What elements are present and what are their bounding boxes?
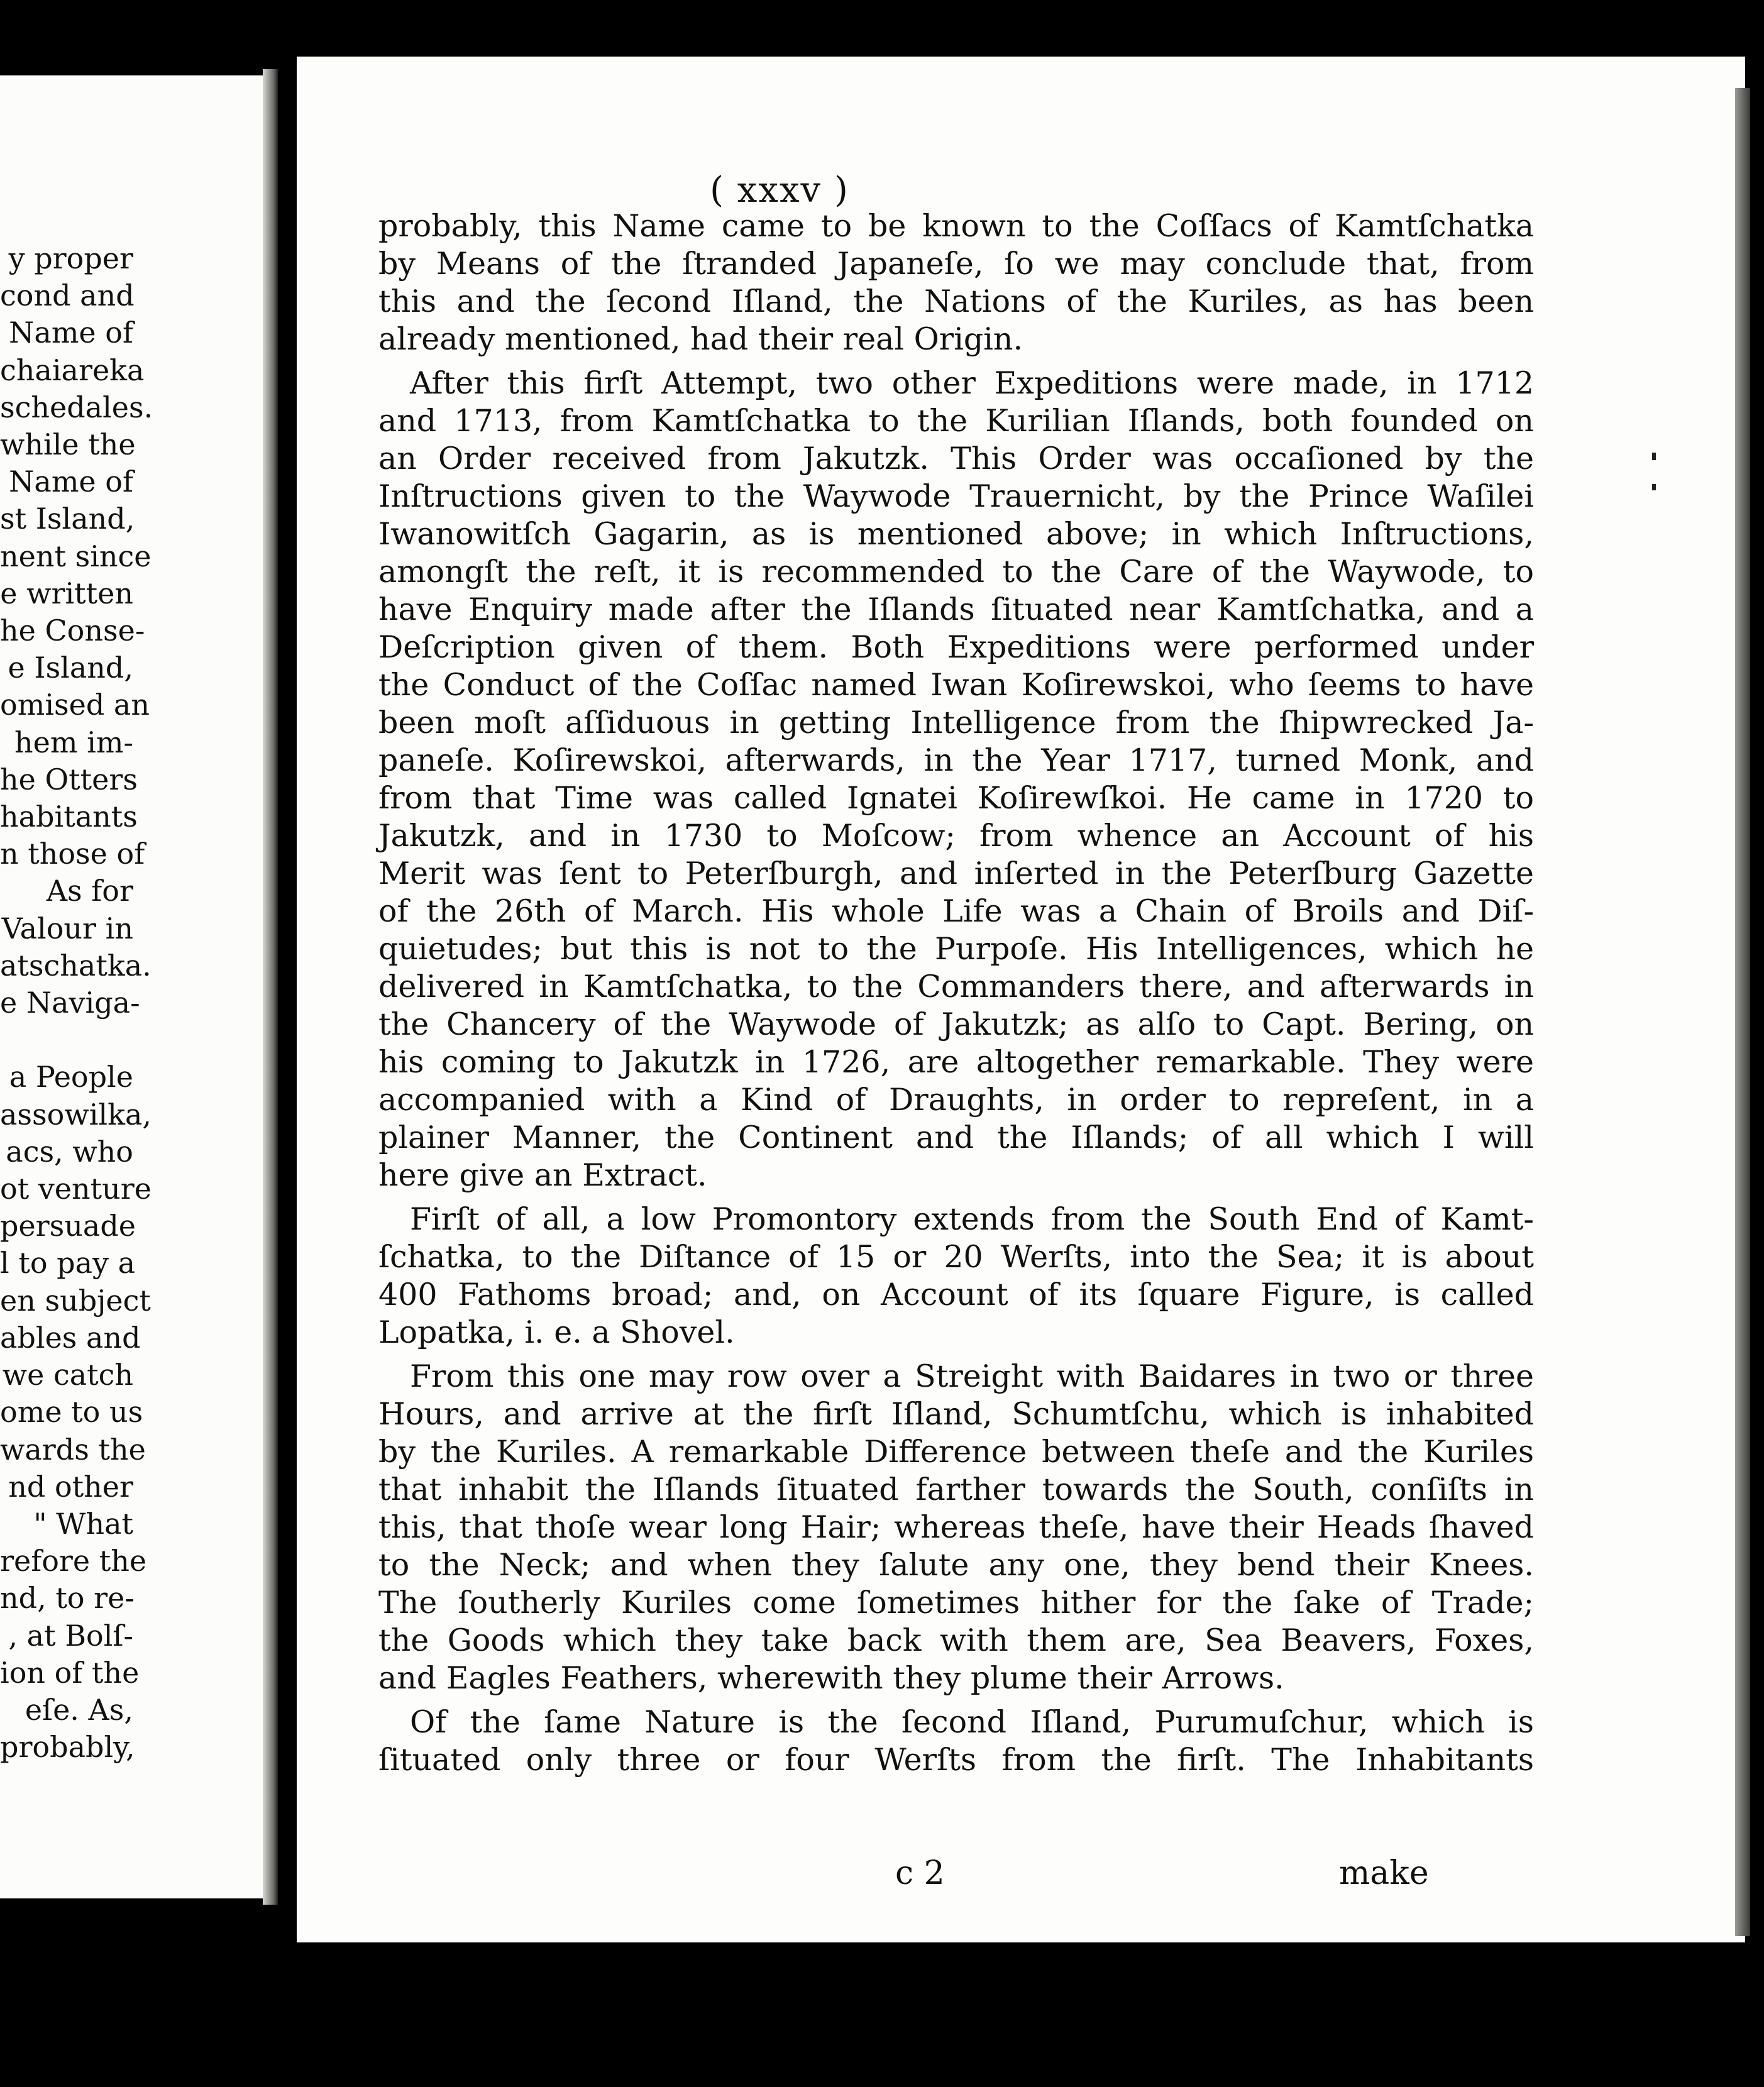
text-line: Jakutzk, and in 1730 to Moſcow; from whence an Account of his — [378, 818, 1534, 854]
left-fragment-line: hem im- — [14, 725, 133, 759]
left-fragment-line: l to pay a — [0, 1246, 136, 1280]
text-line: that inhabit the Iſlands ſituated farther towards the South, conſiſts in — [378, 1472, 1534, 1507]
text-line: his coming to Jakutzk in 1726, are altogether remarkable. They were — [378, 1044, 1534, 1080]
left-fragment-line: nd other — [8, 1469, 133, 1504]
left-fragment-line: e written — [0, 576, 133, 610]
text-line: amongſt the reſt, it is recommended to the Care of the Waywode, to — [378, 554, 1534, 590]
paragraph — [378, 207, 1534, 358]
text-line: and 1713, from Kamtſchatka to the Kurilian Iſlands, both founded on — [378, 403, 1534, 439]
text-line: ſituated only three or four Werſts from the firſt. The Inhabitants — [378, 1742, 1534, 1778]
left-fragment-line: wards the — [0, 1432, 146, 1467]
text-line: of the 26th of March. His whole Life was a Chain of Broils and Diſ- — [378, 893, 1534, 929]
text-line: Merit was ſent to Peterſburgh, and inſerted in the Peterſburg Gazette — [378, 856, 1534, 891]
left-fragment-line: he Conse- — [0, 614, 145, 648]
text-line: been moſt aſſiduous in getting Intelligence from the ſhipwrecked Ja- — [378, 705, 1534, 741]
left-fragment-line: ome to us — [0, 1395, 143, 1429]
left-fragment-line: chaiareka — [0, 353, 145, 387]
text-line: the Conduct of the Coſſac named Iwan Koſirewskoi, who ſeems to have — [378, 667, 1534, 703]
left-fragment-line: ables and — [0, 1320, 141, 1355]
text-line: After this firſt Attempt, two other Expeditions were made, in 1712 — [410, 365, 1534, 401]
text-line: 400 Fathoms broad; and, on Account of its ſquare Figure, is called — [378, 1277, 1534, 1313]
left-fragment-line: n those of — [0, 837, 145, 871]
page-edge — [1735, 88, 1750, 1936]
text-line: by the Kuriles. A remarkable Difference between theſe and the Kuriles — [378, 1434, 1534, 1470]
right-page — [297, 57, 1745, 1942]
left-fragment-line: omised an — [0, 688, 150, 722]
paragraph — [378, 1358, 1534, 1697]
left-page-text — [0, 240, 153, 1766]
left-fragment-line: habitants — [0, 800, 138, 834]
left-fragment-line: ot venture — [0, 1172, 152, 1206]
text-line: to the Neck; and when they ſalute any one, they bend their Knees. — [378, 1547, 1534, 1583]
text-line: Of the ſame Nature is the ſecond Iſland, Purumuſchur, which is — [410, 1704, 1534, 1740]
left-fragment-line — [0, 1021, 133, 1059]
text-line: Lopatka, i. e. a Shovel. — [378, 1314, 735, 1350]
text-line: the Goods which they take back with them are, Sea Beavers, Foxes, — [378, 1622, 1534, 1658]
paragraph — [378, 1704, 1534, 1779]
left-fragment-line: he Otters — [0, 762, 138, 796]
text-line: and Eagles Feathers, wherewith they plume their Arrows. — [378, 1660, 1284, 1696]
text-line: have Enquiry made after the Iſlands ſituated near Kamtſchatka, and a — [378, 592, 1534, 627]
text-line: this and the ſecond Iſland, the Nations of the Kuriles, as has been — [378, 284, 1534, 319]
left-fragment-line: persuade — [0, 1209, 136, 1243]
text-line: Iwanowitſch Gagarin, as is mentioned above; in which Inſtructions, — [378, 516, 1534, 552]
signature-mark: c 2 — [895, 1854, 945, 1892]
text-line: probably, this Name came to be known to the Coſſacs of Kamtſchatka — [378, 208, 1534, 244]
margin-mark — [1652, 484, 1656, 490]
text-line: Hours, and arrive at the firſt Iſland, Schumtſchu, which is inhabited — [378, 1396, 1534, 1432]
body-text — [378, 207, 1534, 1785]
text-line: Deſcription given of them. Both Expeditions were performed under — [378, 629, 1534, 665]
left-fragment-line: schedales. — [0, 390, 153, 424]
left-fragment-line: As for — [46, 874, 133, 908]
text-line: by Means of the ſtranded Japaneſe, ſo we may conclude that, from — [378, 246, 1534, 282]
book-gutter — [263, 69, 278, 1905]
left-fragment-line: while the — [0, 427, 136, 462]
left-fragment-line: refore the — [0, 1544, 147, 1578]
left-fragment-line: Name of — [9, 465, 133, 499]
text-line: already mentioned, had their real Origin. — [378, 321, 1023, 357]
text-line: accompanied with a Kind of Draughts, in order to repreſent, in a — [378, 1082, 1534, 1118]
page-number: ( xxxv ) — [710, 170, 849, 211]
left-fragment-line: eſe. As, — [25, 1692, 133, 1727]
paragraph — [378, 365, 1534, 1194]
text-line: From this one may row over a Streight with Baidares in two or three — [410, 1358, 1534, 1394]
left-fragment-line: we catch — [2, 1358, 133, 1392]
left-fragment-line: e Island, — [8, 651, 133, 685]
text-line: here give an Extract. — [378, 1157, 707, 1193]
left-fragment-line: nd, to re- — [0, 1581, 135, 1616]
left-fragment-line: " What — [33, 1506, 133, 1541]
left-fragment-line: cond and — [0, 278, 135, 313]
text-line: plainer Manner, the Continent and the Iſlands; of all which I will — [378, 1120, 1534, 1155]
left-fragment-line: ion of the — [0, 1655, 140, 1690]
left-page-fragment — [0, 75, 270, 1898]
text-line: this, that thoſe wear long Hair; whereas theſe, have their Heads ſhaved — [378, 1509, 1534, 1545]
text-line: the Chancery of the Waywode of Jakutzk; as alſo to Capt. Bering, on — [378, 1006, 1534, 1042]
left-fragment-line: e Naviga- — [0, 986, 140, 1020]
text-line: ſchatka, to the Diſtance of 15 or 20 Werſts, into the Sea; it is about — [378, 1239, 1534, 1275]
text-line: Inſtructions given to the Waywode Trauernicht, by the Prince Waſilei — [378, 478, 1534, 514]
left-fragment-line: y proper — [8, 241, 133, 275]
left-fragment-line: en subject — [0, 1283, 151, 1318]
text-line: paneſe. Koſirewskoi, afterwards, in the Year 1717, turned Monk, and — [378, 742, 1534, 778]
text-line: Firſt of all, a low Promontory extends from the South End of Kamt- — [410, 1201, 1534, 1237]
left-fragment-line: atschatka. — [0, 948, 152, 983]
paragraph — [378, 1201, 1534, 1352]
left-fragment-line: Name of — [9, 316, 133, 350]
text-line: an Order received from Jakutzk. This Order was occaſioned by the — [378, 441, 1534, 476]
left-fragment-line: st Island, — [0, 502, 135, 536]
left-fragment-line: acs, who — [6, 1134, 133, 1169]
text-line: The ſoutherly Kuriles come ſometimes hither for the ſake of Trade; — [378, 1585, 1534, 1621]
left-fragment-line: nent since — [0, 539, 152, 573]
margin-mark — [1652, 453, 1656, 460]
catchword: make — [1339, 1854, 1429, 1892]
left-fragment-line: assowilka, — [0, 1097, 152, 1132]
text-line: from that Time was called Ignatei Koſirewſkoi. He came in 1720 to — [378, 780, 1534, 816]
text-line: quietudes; but this is not to the Purpoſe. His Intelligences, which he — [378, 931, 1534, 967]
left-fragment-line: Valour in — [1, 911, 133, 945]
left-fragment-line: probably, — [0, 1730, 135, 1765]
text-line: delivered in Kamtſchatka, to the Commanders there, and afterwards in — [378, 969, 1534, 1005]
left-fragment-line: a People — [9, 1060, 133, 1094]
left-fragment-line: , at Bolſ- — [8, 1618, 133, 1653]
